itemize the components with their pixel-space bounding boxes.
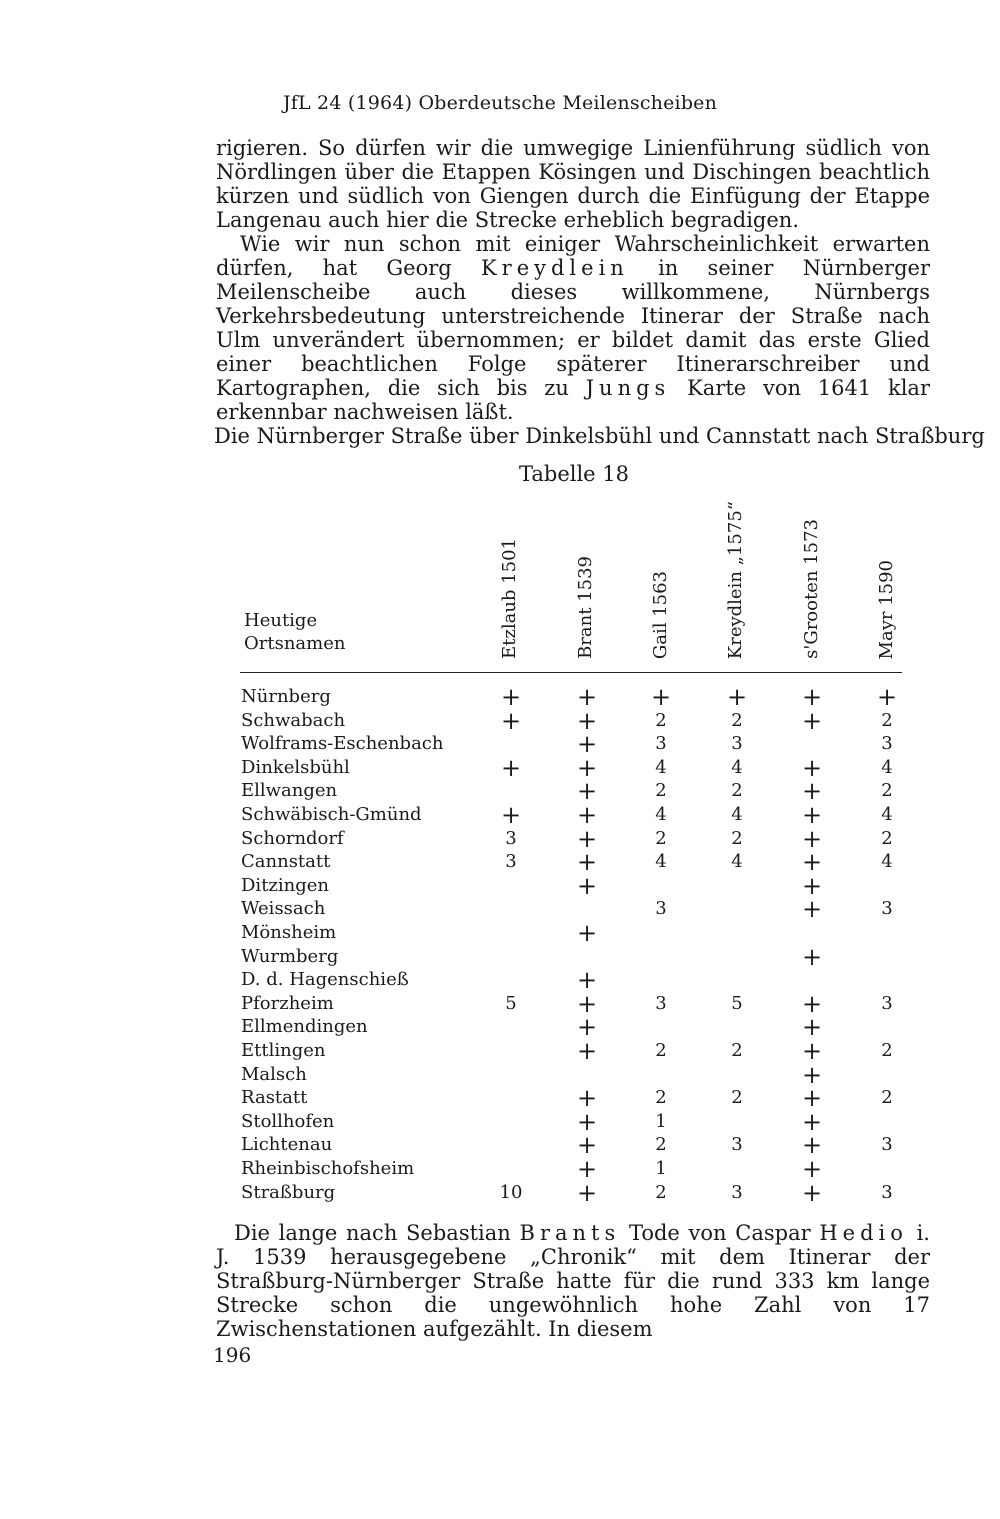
table-cell: +: [576, 1178, 598, 1207]
place-name: Nürnberg: [241, 686, 331, 707]
place-name: Malsch: [241, 1063, 307, 1085]
table-cell: +: [576, 706, 598, 735]
table-row: [0, 989, 1000, 1018]
table-cell: +: [801, 942, 823, 971]
table-row: [0, 895, 1000, 924]
table-cell: +: [801, 1037, 823, 1065]
table-cell: 2: [731, 780, 743, 802]
table-cell: +: [801, 824, 823, 853]
table-cell: +: [576, 919, 598, 947]
table-row: [0, 706, 1000, 735]
table-cell: 3: [505, 851, 517, 873]
table-cell: 2: [655, 1087, 667, 1109]
place-name: Rastatt: [241, 1087, 308, 1109]
table-row: [0, 1131, 1000, 1160]
table-cell: 4: [881, 851, 893, 873]
table-cell: +: [576, 966, 598, 995]
name-brants: Brants: [519, 1221, 621, 1245]
table-cell: +: [576, 1037, 598, 1065]
table-row: [0, 1060, 1000, 1089]
table-cell: +: [576, 989, 598, 1018]
table-cell: 3: [655, 733, 667, 755]
place-name: Ditzingen: [241, 874, 330, 896]
table-cell: +: [500, 683, 522, 711]
table-cell: 4: [731, 804, 743, 825]
table-cell: +: [576, 1131, 598, 1160]
table-cell: 5: [505, 992, 517, 1014]
table-cell: 4: [731, 756, 743, 778]
table-cell: 4: [655, 756, 667, 778]
table-cell: 3: [731, 1181, 743, 1203]
table-cell: 2: [655, 1040, 667, 1061]
table-cell: 2: [731, 709, 743, 731]
table-cell: 2: [881, 780, 893, 802]
table-cell: +: [576, 683, 598, 711]
table-cell: +: [876, 683, 898, 711]
table-number: Tabelle 18: [518, 462, 630, 486]
table-cell: +: [801, 753, 823, 782]
table-caption: Die Nürnberger Straße über Dinkelsbühl und Cannstatt nach Straßburg: [214, 424, 985, 448]
place-name: Lichtenau: [241, 1134, 333, 1156]
table-row: [0, 921, 1000, 945]
table-row: [0, 871, 1000, 900]
table-cell: +: [801, 871, 823, 900]
table-cell: +: [500, 706, 522, 735]
table-cell: +: [801, 1084, 823, 1113]
table-cell: 5: [731, 992, 743, 1014]
table-cell: +: [801, 1060, 823, 1089]
table-row: [0, 1039, 1000, 1063]
table-cell: 4: [731, 851, 743, 873]
table-cell: 4: [881, 804, 893, 825]
table-cell: 2: [655, 1181, 667, 1203]
table-row: [0, 1107, 1000, 1136]
place-name: Weissach: [241, 898, 326, 920]
column-header: Mayr 1590: [876, 559, 897, 659]
table-cell: 4: [655, 804, 667, 825]
table-cell: +: [576, 730, 598, 759]
table-cell: 3: [881, 898, 893, 920]
body-paragraph-1: rigieren. So dürfen wir die umwegige Linienführung südlich von Nördlingen über die Etappen Kösingen und Dischingen beachtlich kürzen und südlich von Giengen durch die Einfügung der Etappe Langenau auch hier die Strecke erheblich begradigen.: [216, 136, 930, 232]
table-cell: +: [576, 1155, 598, 1183]
table-cell: 2: [881, 709, 893, 731]
table-cell: +: [801, 1107, 823, 1136]
table-row: [0, 1013, 1000, 1042]
table-cell: +: [801, 895, 823, 924]
table-cell: 3: [881, 992, 893, 1014]
column-header: Brant 1539: [575, 556, 596, 659]
place-name: Stollhofen: [241, 1110, 335, 1132]
table-cell: +: [801, 1178, 823, 1207]
table-cell: +: [801, 1155, 823, 1183]
table-cell: 2: [731, 827, 743, 849]
body-paragraph-2: [216, 232, 930, 424]
table-row: [0, 685, 1000, 709]
column-header: Gail 1563: [650, 570, 671, 659]
table-row: [0, 730, 1000, 759]
paragraph-2-text-c: in seiner Nürnberger Meilenscheibe auch dieses willkommene, Nürnbergs Verkehrsbedeutung unterstreichende Itinerar der Straße nach Ulm unverändert übernommen; er bildet damit das erste Glied einer beachtlichen Folge späterer Itinerarschreiber und Kartographen, die sich bis zu: [216, 256, 930, 400]
table-cell: 3: [881, 1134, 893, 1156]
table-cell: 2: [655, 780, 667, 802]
table-cell: 4: [655, 851, 667, 873]
place-name: Cannstatt: [241, 851, 331, 873]
table-row: [0, 1157, 1000, 1181]
place-name: Ellwangen: [241, 780, 338, 802]
place-name: Schwabach: [241, 709, 346, 731]
place-name: Straßburg: [241, 1181, 336, 1203]
running-head: JfL 24 (1964) Oberdeutsche Meilenscheiben: [282, 92, 718, 114]
place-name: Schorndorf: [241, 827, 344, 849]
table-row: [0, 942, 1000, 971]
table-cell: 3: [731, 733, 743, 755]
name-kreydlein: Kreydlein: [480, 256, 629, 280]
column-header: s'Grooten 1573: [801, 519, 822, 659]
table-cell: +: [576, 1013, 598, 1042]
table-cell: +: [650, 683, 672, 711]
paragraph-3-text-e: i. J. 1539 herausgegebene „Chronik“ mit dem Itinerar der Straßburg-Nürnberger Straße hatte für die rund 333 km lange Strecke schon die ungewöhnlich hohe Zahl von 17 Zwischenstationen aufgezählt. In diesem: [216, 1221, 930, 1341]
column-header: Kreydlein „1575“: [725, 500, 746, 659]
table-cell: +: [576, 824, 598, 853]
table-cell: 2: [881, 1087, 893, 1109]
table-cell: +: [801, 1131, 823, 1160]
table-row: [0, 753, 1000, 782]
table-cell: 3: [505, 827, 517, 849]
place-name: Wurmberg: [241, 945, 339, 967]
table-cell: 3: [731, 1134, 743, 1156]
table-cell: +: [801, 706, 823, 735]
table-cell: +: [801, 848, 823, 877]
table-cell: 3: [655, 898, 667, 920]
place-name: Schwäbisch-Gmünd: [241, 804, 422, 825]
table-cell: 2: [881, 1040, 893, 1061]
row-header-line-2: Ortsnamen: [244, 633, 346, 654]
table-cell: +: [801, 683, 823, 711]
table-cell: +: [801, 989, 823, 1018]
table-cell: +: [801, 1013, 823, 1042]
paragraph-3-text-c: Tode von Caspar: [620, 1221, 820, 1245]
table-cell: +: [576, 753, 598, 782]
table-cell: 1: [655, 1158, 667, 1179]
place-name: Pforzheim: [241, 992, 334, 1014]
table-cell: 2: [731, 1087, 743, 1109]
page-number: 196: [213, 1343, 252, 1367]
table-row: [0, 1178, 1000, 1207]
table-cell: +: [500, 801, 522, 829]
table-cell: +: [576, 801, 598, 829]
paragraph-3-text-a: Die lange nach Sebastian: [234, 1221, 520, 1245]
table-cell: 3: [881, 1181, 893, 1203]
table-cell: 2: [731, 1040, 743, 1061]
column-header: Etzlaub 1501: [499, 538, 520, 659]
table-cell: +: [576, 1084, 598, 1113]
table-row: [0, 777, 1000, 806]
row-header-label: [244, 609, 345, 655]
name-hedio: Hedio: [819, 1221, 908, 1245]
body-paragraph-3: [216, 1221, 930, 1341]
table-cell: +: [576, 848, 598, 877]
place-name: Mönsheim: [241, 922, 337, 943]
table-cell: 1: [655, 1110, 667, 1132]
place-name: Ettlingen: [241, 1040, 326, 1061]
table-cell: 2: [655, 827, 667, 849]
place-name: Dinkelsbühl: [241, 756, 350, 778]
table-cell: 4: [881, 756, 893, 778]
table-cell: 2: [655, 709, 667, 731]
table-cell: 10: [499, 1181, 523, 1203]
paragraph-2-text-e: Karte von 1641 klar erkennbar nachweisen läßt.: [216, 376, 930, 424]
table-row: [0, 803, 1000, 827]
table-cell: 2: [655, 1134, 667, 1156]
table-cell: 3: [881, 733, 893, 755]
table-row: [0, 824, 1000, 853]
table-cell: +: [576, 871, 598, 900]
place-name: D. d. Hagenschieß: [241, 969, 409, 991]
paragraph-2-text-a: Wie wir nun schon mit einiger Wahrscheinlichkeit erwarten dürfen, hat Georg: [216, 232, 930, 280]
place-name: Wolframs-Eschenbach: [241, 733, 444, 755]
table-row: [0, 848, 1000, 877]
table-cell: +: [801, 801, 823, 829]
place-name: Ellmendingen: [241, 1016, 368, 1038]
table-header-rule: [240, 672, 902, 673]
table-cell: +: [801, 777, 823, 806]
table-cell: +: [726, 683, 748, 711]
table-row: [0, 1084, 1000, 1113]
name-jungs: Jungs: [585, 376, 671, 400]
table-cell: +: [576, 1107, 598, 1136]
table-cell: 3: [655, 992, 667, 1014]
place-name: Rheinbischofsheim: [241, 1158, 415, 1179]
table-cell: +: [500, 753, 522, 782]
table-cell: +: [576, 777, 598, 806]
table-cell: 2: [881, 827, 893, 849]
table-row: [0, 966, 1000, 995]
row-header-line-1: Heutige: [244, 610, 318, 631]
